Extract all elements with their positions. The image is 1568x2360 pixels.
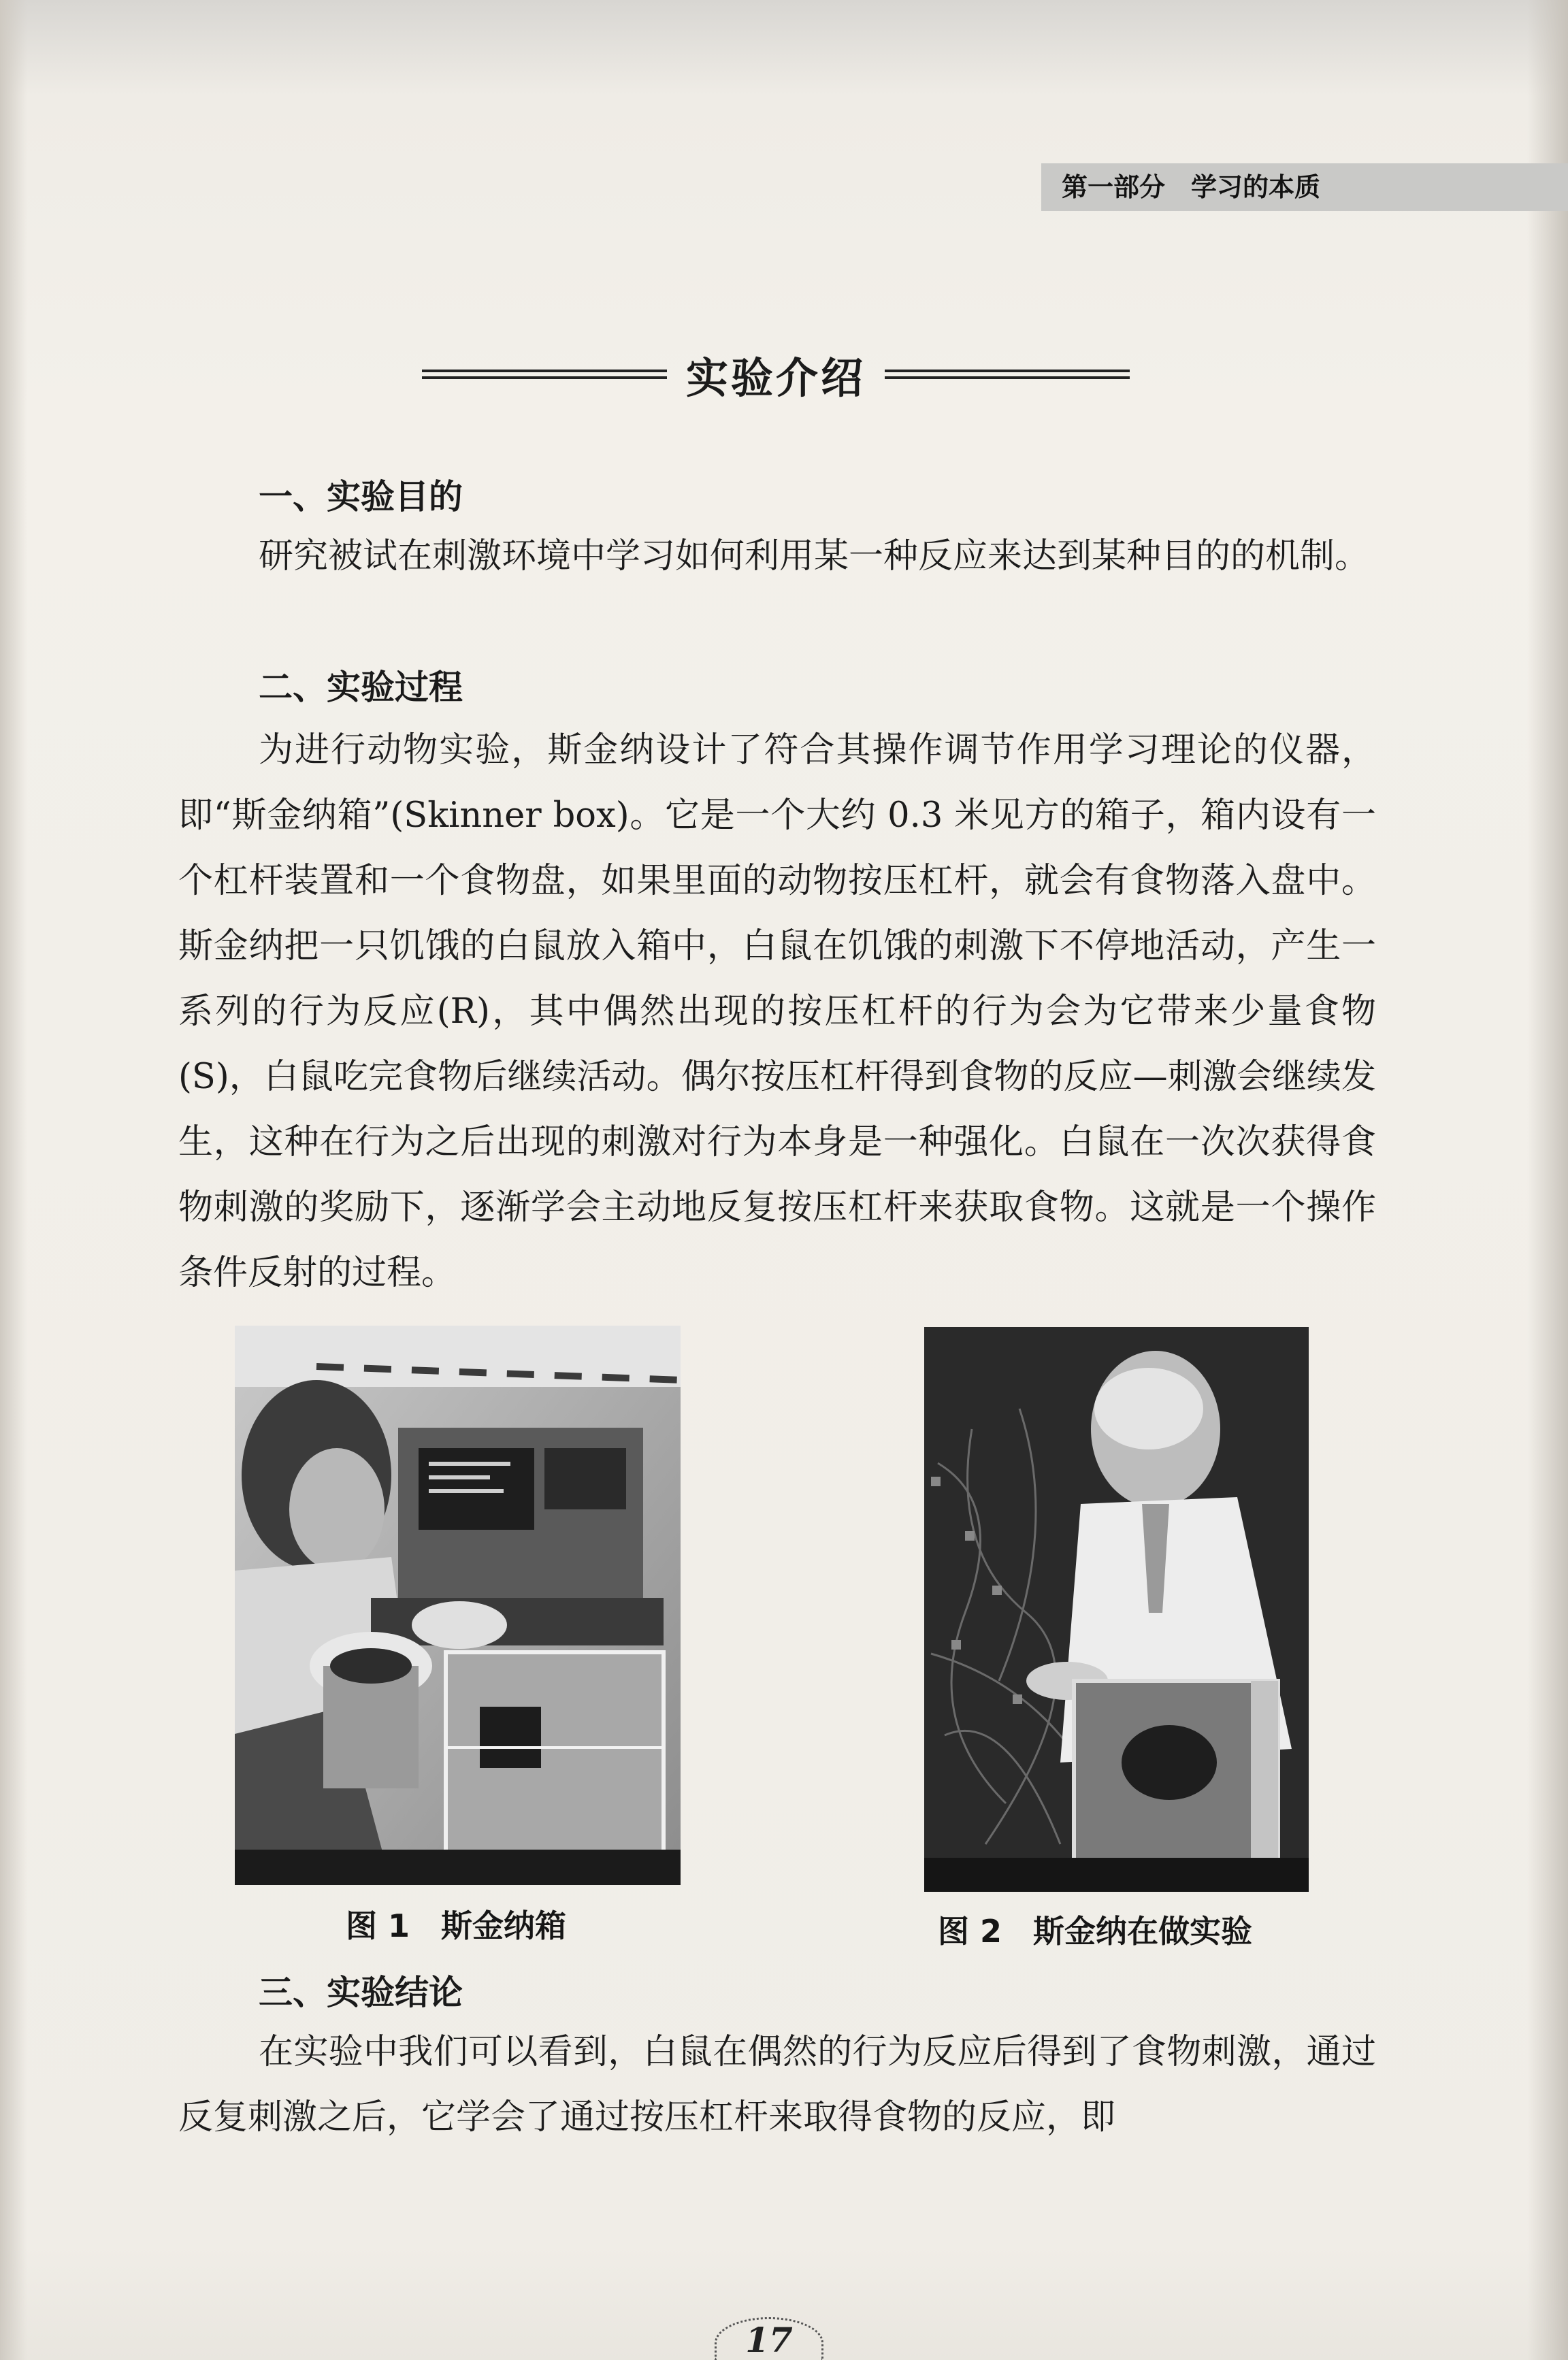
title-text: 实验介绍 bbox=[686, 353, 866, 403]
figure-1-photo bbox=[235, 1326, 681, 1885]
figure-2-illustration bbox=[924, 1327, 1309, 1892]
paragraph-process: 为进行动物实验，斯金纳设计了符合其操作调节作用学习理论的仪器，即“斯金纳箱”(Skinner box)。它是一个大约 0.3 米见方的箱子，箱内设有一个杠杆装置和一个食物盘，如果里面的动物按压杠杆，就会有食物落入盘中。斯金纳把一只饥饿的白鼠放入箱中，白鼠在饥饿的刺激下不停地活动，产生一系列的行为反应(R)，其中偶然出现的按压杠杆的行为会为它带来少量食物(S)，白鼠吃完食物后继续活动。偶尔按压杠杆得到食物的反应—刺激会继续发生，这种在行为之后出现的刺激对行为本身是一种强化。白鼠在一次次获得食物刺激的奖励下，逐渐学会主动地反复按压杠杆来获取食物。这就是一个操作条件反射的过程。 bbox=[178, 730, 1376, 1293]
section-title bbox=[422, 340, 1130, 408]
page-right-edge bbox=[1527, 0, 1568, 2360]
page-left-edge bbox=[0, 0, 27, 2360]
heading-process: 二、实验过程 bbox=[259, 668, 463, 707]
running-head: 第一部分 学习的本质 bbox=[1041, 163, 1568, 211]
figure-1-caption: 图 1 斯金纳箱 bbox=[346, 1907, 567, 1944]
paragraph-purpose: 研究被试在刺激环境中学习如何利用某一种反应来达到某种目的的机制。 bbox=[259, 536, 1370, 576]
figure-1-illustration bbox=[235, 1326, 681, 1885]
figure-2-caption: 图 2 斯金纳在做实验 bbox=[938, 1913, 1253, 1950]
title-rule-left bbox=[422, 370, 667, 379]
paragraph-conclusion: 在实验中我们可以看到，白鼠在偶然的行为反应后得到了食物刺激，通过反复刺激之后，它学会了通过按压杠杆来取得食物的反应，即 bbox=[178, 2032, 1376, 2137]
figure-2-photo bbox=[924, 1327, 1309, 1892]
heading-conclusion: 三、实验结论 bbox=[259, 1973, 463, 2012]
heading-purpose: 一、实验目的 bbox=[259, 477, 463, 517]
page-number: 17 bbox=[745, 2320, 793, 2360]
title-rule-right bbox=[885, 370, 1130, 379]
